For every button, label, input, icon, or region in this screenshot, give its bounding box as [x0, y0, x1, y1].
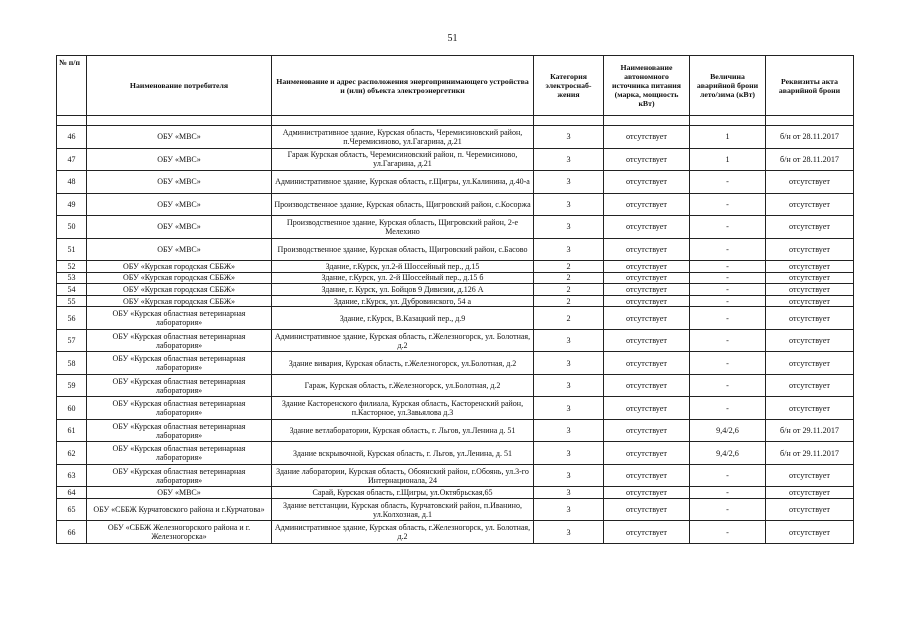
cell-act: отсутствует	[766, 521, 854, 544]
cell-category: 3	[534, 498, 604, 521]
cell-address: Здание вивария, Курская область, г.Железногорск, ул.Болотная, д.2	[272, 352, 534, 375]
header-consumer: Наименование потребителя	[87, 56, 272, 116]
cell-category: 3	[534, 193, 604, 216]
header-spacer-row	[57, 116, 854, 126]
cell-num: 50	[57, 216, 87, 239]
cell-source: отсутствует	[604, 307, 690, 330]
cell-source: отсутствует	[604, 126, 690, 149]
cell-category: 3	[534, 171, 604, 194]
cell-num: 66	[57, 521, 87, 544]
cell-consumer: ОБУ «МВС»	[87, 238, 272, 261]
cell-address: Производственное здание, Курская область, Щигровский район, с.Басово	[272, 238, 534, 261]
cell-address: Административное здание, Курская область, Черемисиновский район, п.Черемисиново, ул.Гагарина, д.21	[272, 126, 534, 149]
cell-address: Гараж Курская область, Черемисиновский район, п. Черемисиново, ул.Гагарина, д.21	[272, 148, 534, 171]
cell-category: 3	[534, 216, 604, 239]
cell-category: 3	[534, 397, 604, 420]
cell-consumer: ОБУ «Курская областная ветеринарная лаборатория»	[87, 352, 272, 375]
cell-category: 2	[534, 295, 604, 307]
cell-address: Производственное здание, Курская область, Щигровский район, с.Косоржа	[272, 193, 534, 216]
cell-reserve: 9,4/2,6	[690, 419, 766, 442]
cell-reserve: -	[690, 284, 766, 296]
cell-reserve: -	[690, 487, 766, 499]
cell-reserve: -	[690, 216, 766, 239]
cell-consumer: ОБУ «МВС»	[87, 216, 272, 239]
cell-category: 3	[534, 329, 604, 352]
cell-act: отсутствует	[766, 272, 854, 284]
cell-num: 64	[57, 487, 87, 499]
cell-num: 47	[57, 148, 87, 171]
cell-category: 2	[534, 307, 604, 330]
cell-consumer: ОБУ «СББЖ Курчатовского района и г.Курчатова»	[87, 498, 272, 521]
cell-address: Гараж, Курская область, г.Железногорск, ул.Болотная, д.2	[272, 374, 534, 397]
cell-category: 3	[534, 148, 604, 171]
cell-reserve: -	[690, 352, 766, 375]
cell-reserve: -	[690, 464, 766, 487]
cell-reserve: -	[690, 171, 766, 194]
cell-consumer: ОБУ «МВС»	[87, 126, 272, 149]
cell-act: отсутствует	[766, 487, 854, 499]
cell-consumer: ОБУ «Курская областная ветеринарная лаборатория»	[87, 329, 272, 352]
cell-address: Административное здание, Курская область, г.Железногорск, ул. Болотная, д.2	[272, 521, 534, 544]
cell-consumer: ОБУ «МВС»	[87, 148, 272, 171]
cell-category: 2	[534, 284, 604, 296]
cell-consumer: ОБУ «Курская городская СББЖ»	[87, 261, 272, 273]
cell-consumer: ОБУ «Курская областная ветеринарная лаборатория»	[87, 307, 272, 330]
cell-address: Здание вскрывочной, Курская область, г. Льгов, ул.Ленина, д. 51	[272, 442, 534, 465]
cell-category: 3	[534, 487, 604, 499]
table-row	[57, 193, 854, 216]
cell-reserve: -	[690, 329, 766, 352]
cell-reserve: -	[690, 238, 766, 261]
cell-source: отсутствует	[604, 442, 690, 465]
table-row	[57, 397, 854, 420]
cell-act: б/н от 29.11.2017	[766, 442, 854, 465]
cell-source: отсутствует	[604, 521, 690, 544]
cell-category: 2	[534, 272, 604, 284]
cell-reserve: -	[690, 272, 766, 284]
cell-num: 57	[57, 329, 87, 352]
table-row	[57, 498, 854, 521]
cell-num: 65	[57, 498, 87, 521]
cell-act: отсутствует	[766, 352, 854, 375]
reserve-table	[56, 55, 854, 544]
cell-consumer: ОБУ «Курская областная ветеринарная лаборатория»	[87, 464, 272, 487]
cell-reserve: -	[690, 261, 766, 273]
cell-category: 2	[534, 261, 604, 273]
cell-num: 49	[57, 193, 87, 216]
cell-reserve: -	[690, 307, 766, 330]
cell-source: отсутствует	[604, 261, 690, 273]
cell-reserve: 9,4/2,6	[690, 442, 766, 465]
table-row	[57, 126, 854, 149]
cell-address: Сарай, Курская область, г.Щигры, ул.Октябрьская,65	[272, 487, 534, 499]
table-row	[57, 272, 854, 284]
cell-reserve: 1	[690, 126, 766, 149]
cell-num: 56	[57, 307, 87, 330]
cell-source: отсутствует	[604, 329, 690, 352]
cell-address: Административное здание, Курская область, г.Щигры, ул.Калинина, д.40-а	[272, 171, 534, 194]
cell-source: отсутствует	[604, 498, 690, 521]
cell-consumer: ОБУ «Курская областная ветеринарная лаборатория»	[87, 419, 272, 442]
cell-address: Административное здание, Курская область, г.Железногорск, ул. Болотная, д.2	[272, 329, 534, 352]
cell-num: 59	[57, 374, 87, 397]
cell-category: 3	[534, 238, 604, 261]
header-reserve: Величина аварийной брони лето/зима (кВт)	[690, 56, 766, 116]
cell-act: отсутствует	[766, 307, 854, 330]
header-address: Наименование и адрес расположения энергопринимающего устройства и (или) объекта электроэнергетики	[272, 56, 534, 116]
cell-address: Производственное здание, Курская область, Щигровский район, 2-е Мелехино	[272, 216, 534, 239]
cell-category: 3	[534, 442, 604, 465]
cell-source: отсутствует	[604, 464, 690, 487]
cell-num: 60	[57, 397, 87, 420]
table-row	[57, 307, 854, 330]
cell-num: 53	[57, 272, 87, 284]
cell-consumer: ОБУ «МВС»	[87, 193, 272, 216]
table-header-row	[57, 56, 854, 116]
cell-address: Здание, г. Курск, ул. Бойцов 9 Дивизии, д.126 А	[272, 284, 534, 296]
cell-act: отсутствует	[766, 238, 854, 261]
cell-reserve: -	[690, 521, 766, 544]
cell-source: отсутствует	[604, 295, 690, 307]
cell-source: отсутствует	[604, 193, 690, 216]
cell-consumer: ОБУ «Курская областная ветеринарная лаборатория»	[87, 442, 272, 465]
cell-category: 3	[534, 419, 604, 442]
cell-category: 3	[534, 374, 604, 397]
table-row	[57, 238, 854, 261]
cell-act: отсутствует	[766, 374, 854, 397]
cell-consumer: ОБУ «МВС»	[87, 487, 272, 499]
cell-address: Здание ветстанции, Курская область, Курчатовский район, п.Иванино, ул.Колхозная, д.1	[272, 498, 534, 521]
table-row	[57, 284, 854, 296]
cell-num: 63	[57, 464, 87, 487]
cell-act: б/н от 29.11.2017	[766, 419, 854, 442]
cell-act: отсутствует	[766, 261, 854, 273]
table-row	[57, 464, 854, 487]
cell-consumer: ОБУ «Курская городская СББЖ»	[87, 295, 272, 307]
table-row	[57, 487, 854, 499]
cell-act: отсутствует	[766, 464, 854, 487]
header-category: Категория электроснаб-жения	[534, 56, 604, 116]
table-row	[57, 148, 854, 171]
cell-reserve: 1	[690, 148, 766, 171]
cell-consumer: ОБУ «Курская областная ветеринарная лаборатория»	[87, 374, 272, 397]
cell-address: Здание, г.Курск, ул.2-й Шоссейный пер., д.15	[272, 261, 534, 273]
cell-source: отсутствует	[604, 272, 690, 284]
cell-consumer: ОБУ «МВС»	[87, 171, 272, 194]
cell-address: Здание ветлаборатории, Курская область, г. Льгов, ул.Ленина д. 51	[272, 419, 534, 442]
cell-source: отсутствует	[604, 148, 690, 171]
header-num: № п/п	[57, 56, 87, 116]
cell-act: отсутствует	[766, 295, 854, 307]
cell-address: Здание, г.Курск, В.Казацкий пер., д.9	[272, 307, 534, 330]
cell-reserve: -	[690, 193, 766, 216]
cell-source: отсутствует	[604, 216, 690, 239]
cell-act: отсутствует	[766, 498, 854, 521]
cell-num: 51	[57, 238, 87, 261]
cell-reserve: -	[690, 397, 766, 420]
cell-act: отсутствует	[766, 171, 854, 194]
cell-act: отсутствует	[766, 284, 854, 296]
cell-category: 3	[534, 126, 604, 149]
cell-source: отсутствует	[604, 171, 690, 194]
cell-address: Здание лаборатории, Курская область, Обоянский район, г.Обоянь, ул.3-го Интернационала, 24	[272, 464, 534, 487]
cell-category: 3	[534, 521, 604, 544]
cell-act: отсутствует	[766, 329, 854, 352]
table-row	[57, 419, 854, 442]
cell-reserve: -	[690, 374, 766, 397]
table-row	[57, 521, 854, 544]
header-source: Наименование автономного источника питания (марка, мощность кВт)	[604, 56, 690, 116]
cell-address: Здание Касторенского филиала, Курская область, Касторенский район, п.Касторное, ул.Завьялова д.3	[272, 397, 534, 420]
cell-address: Здание, г.Курск, ул. 2-й Шоссейный пер., д.15 б	[272, 272, 534, 284]
cell-consumer: ОБУ «Курская городская СББЖ»	[87, 272, 272, 284]
cell-num: 48	[57, 171, 87, 194]
cell-act: б/н от 28.11.2017	[766, 126, 854, 149]
cell-reserve: -	[690, 295, 766, 307]
cell-source: отсутствует	[604, 419, 690, 442]
table-body	[57, 126, 854, 544]
table-row	[57, 352, 854, 375]
header-act: Реквизиты акта аварийной брони	[766, 56, 854, 116]
table-row	[57, 329, 854, 352]
table-row	[57, 295, 854, 307]
cell-consumer: ОБУ «СББЖ Железногорского района и г. Железногорска»	[87, 521, 272, 544]
table-row	[57, 171, 854, 194]
page-number: 51	[447, 33, 458, 44]
cell-source: отсутствует	[604, 487, 690, 499]
table-row	[57, 261, 854, 273]
table-row	[57, 374, 854, 397]
cell-act: отсутствует	[766, 193, 854, 216]
cell-num: 54	[57, 284, 87, 296]
cell-num: 55	[57, 295, 87, 307]
cell-source: отсутствует	[604, 284, 690, 296]
cell-act: отсутствует	[766, 216, 854, 239]
cell-category: 3	[534, 464, 604, 487]
cell-consumer: ОБУ «Курская областная ветеринарная лаборатория»	[87, 397, 272, 420]
cell-num: 58	[57, 352, 87, 375]
cell-source: отсутствует	[604, 352, 690, 375]
cell-source: отсутствует	[604, 238, 690, 261]
cell-consumer: ОБУ «Курская городская СББЖ»	[87, 284, 272, 296]
cell-source: отсутствует	[604, 397, 690, 420]
cell-act: отсутствует	[766, 397, 854, 420]
cell-num: 62	[57, 442, 87, 465]
table-row	[57, 216, 854, 239]
cell-num: 61	[57, 419, 87, 442]
cell-num: 46	[57, 126, 87, 149]
cell-source: отсутствует	[604, 374, 690, 397]
cell-num: 52	[57, 261, 87, 273]
cell-address: Здание, г.Курск, ул. Дубровинского, 54 а	[272, 295, 534, 307]
cell-reserve: -	[690, 498, 766, 521]
cell-act: б/н от 28.11.2017	[766, 148, 854, 171]
table-row	[57, 442, 854, 465]
cell-category: 3	[534, 352, 604, 375]
